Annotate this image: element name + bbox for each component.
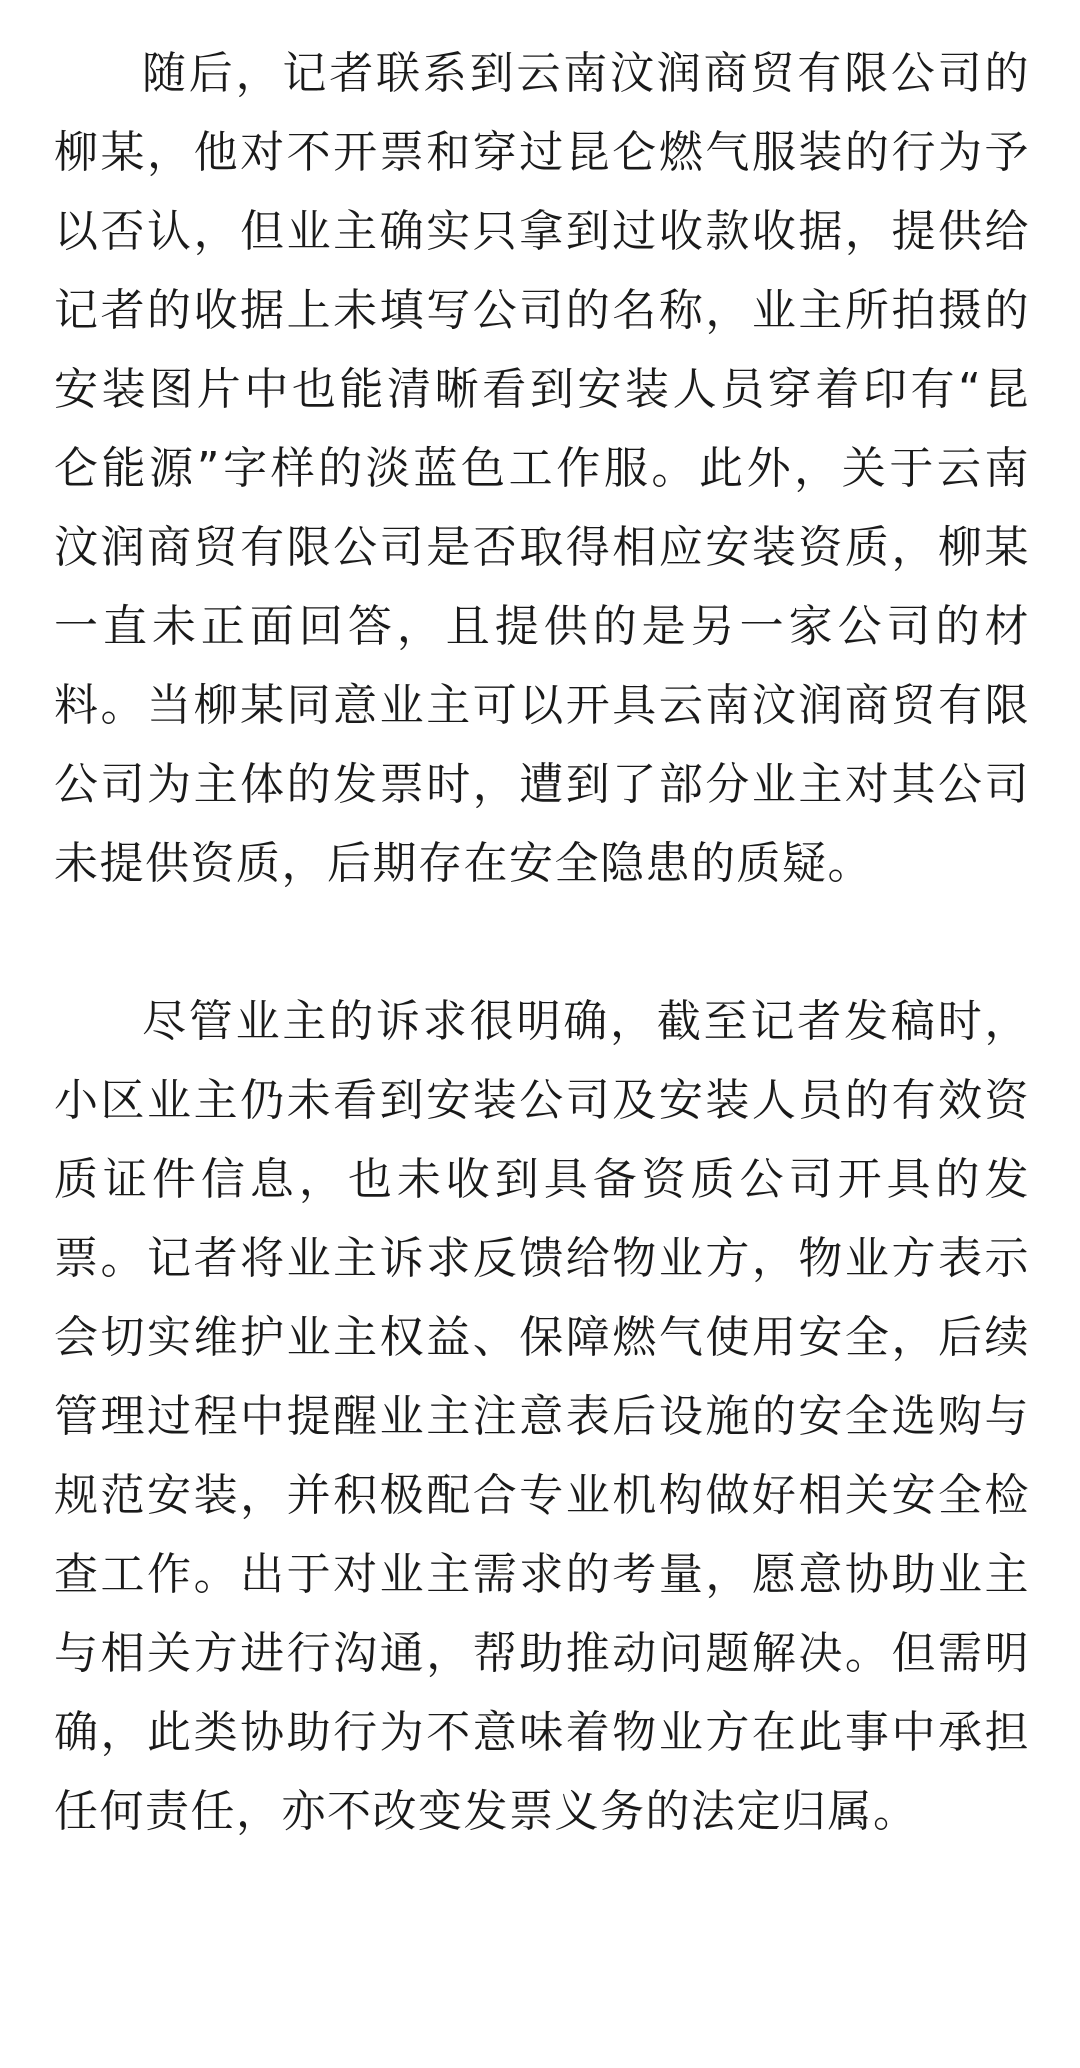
paragraph-property-response: 尽管业主的诉求很明确，截至记者发稿时，小区业主仍未看到安装公司及安装人员的有效资质证件信息，也未收到具备资质公司开具的发票。记者将业主诉求反馈给物业方，物业方表示会切实维护业主权益、保障燃气使用安全，后续管理过程中提醒业主注意表后设施的安全选购与规范安装，并积极配合专业机构做好相关安全检查工作。出于对业主需求的考量，愿意协助业主与相关方进行沟通，帮助推动问题解决。但需明确，此类协助行为不意味着物业方在此事中承担任何责任，亦不改变发票义务的法定归属。 [54,996,1030,1837]
paragraph-reporter-contact: 随后，记者联系到云南汶润商贸有限公司的柳某，他对不开票和穿过昆仑燃气服装的行为予以否认，但业主确实只拿到过收款收据，提供给记者的收据上未填写公司的名称，业主所拍摄的安装图片中也能清晰看到安装人员穿着印有“昆仑能源”字样的淡蓝色工作服。此外，关于云南汶润商贸有限公司是否取得相应安装资质，柳某一直未正面回答，且提供的是另一家公司的材料。当柳某同意业主可以开具云南汶润商贸有限公司为主体的发票时，遭到了部分业主对其公司未提供资质，后期存在安全隐患的质疑。 [54,48,1030,889]
article-body [54,34,1030,1851]
